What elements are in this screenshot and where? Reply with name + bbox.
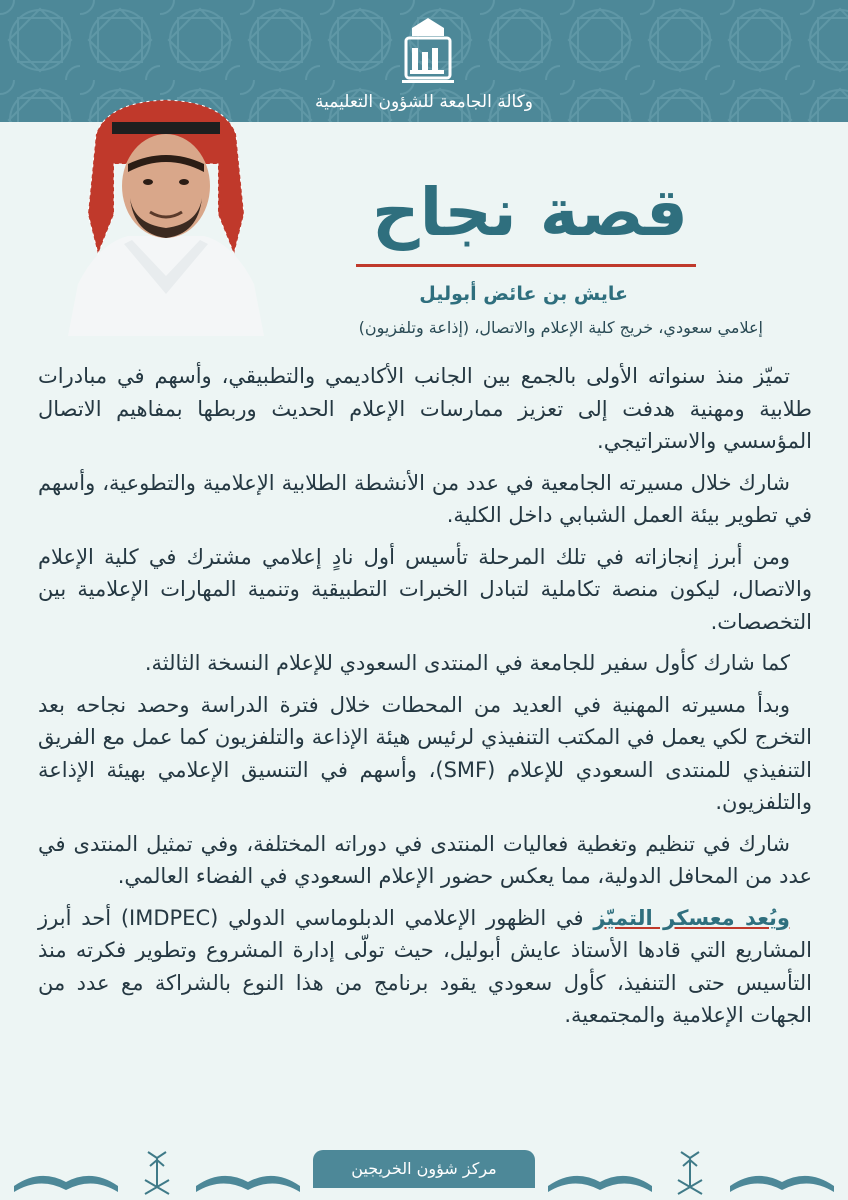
open-book-icon (196, 1176, 300, 1192)
story-paragraph: ومن أبرز إنجازاته في تلك المرحلة تأسيس أول نادٍ إعلامي مشترك في كلية الإعلام والاتصال، ليكون منصة تكاملية لتبادل الخبرات التطبيقية وتنمية المهارات الإعلامية بين التخصصات. (38, 544, 812, 634)
graduate-role: إعلامي سعودي، خريج كلية الإعلام والاتصال، (إذاعة وتلفزيون) (358, 318, 763, 337)
page-title: قصة نجاح (372, 174, 688, 251)
agency-name: وكالة الجامعة للشؤون التعليمية (315, 92, 533, 112)
story-paragraph (38, 902, 812, 1032)
title-underline (356, 264, 696, 267)
story-paragraph: شارك في تنظيم وتغطية فعاليات المنتدى في دوراته المختلفة، وفي تمثيل المنتدى في عدد من المحافل الدولية، مما يعكس حضور الإعلام السعودي في الفضاء العالمي. (38, 831, 812, 888)
open-book-icon (14, 1176, 118, 1192)
story-body (38, 360, 812, 1041)
graduate-name: عايش بن عائض أبوليل (419, 283, 628, 305)
graduate-portrait (58, 94, 274, 336)
open-book-icon (730, 1176, 834, 1192)
university-logo-icon (398, 16, 458, 86)
camp-name-emphasis: ويُعد معسكر التميّز (593, 905, 790, 930)
palm-swords-emblem (145, 1152, 169, 1194)
story-paragraph: وبدأ مسيرته المهنية في العديد من المحطات خلال فترة الدراسة وحصد نجاحه بعد التخرج لكي يعمل في المكتب التنفيذي لرئيس هيئة الإذاعة والتلفزيون كما عمل مع الفريق التنفيذي للمنتدى السعودي للإعلام (SMF)، وأسهم في التنسيق الإعلامي بهيئة الإذاعة والتلفزيون. (38, 692, 812, 814)
story-paragraph-rest: في الظهور الإعلامي الدبلوماسي الدولي (IMDPEC) أحد أبرز المشاريع التي قادها الأستاذ عايش أبوليل، حيث تولّى إدارة المشروع وتطوير فكرته منذ التأسيس حتى التنفيذ، كأول سعودي يقود برنامج من هذا النوع بالشراكة مع عدد من الجهات الإعلامية والمجتمعية. (38, 905, 812, 1027)
story-paragraph: تميّز منذ سنواته الأولى بالجمع بين الجانب الأكاديمي والتطبيقي، وأسهم في مبادرات طلابية ومهنية هدفت إلى تعزيز ممارسات الإعلام الحديث وربطها بمفاهيم الاتصال المؤسسي والاستراتيجي. (38, 364, 812, 453)
open-book-icon (548, 1176, 652, 1192)
footer-label: مركز شؤون الخريجين (313, 1150, 535, 1188)
story-paragraph: كما شارك كأول سفير للجامعة في المنتدى السعودي للإعلام النسخة الثالثة. (144, 651, 790, 675)
story-paragraph: شارك خلال مسيرته الجامعية في عدد من الأنشطة الطلابية الإعلامية والتطوعية، وأسهم في تطوير بيئة العمل الشبابي داخل الكلية. (38, 470, 812, 527)
palm-swords-emblem (678, 1152, 702, 1194)
